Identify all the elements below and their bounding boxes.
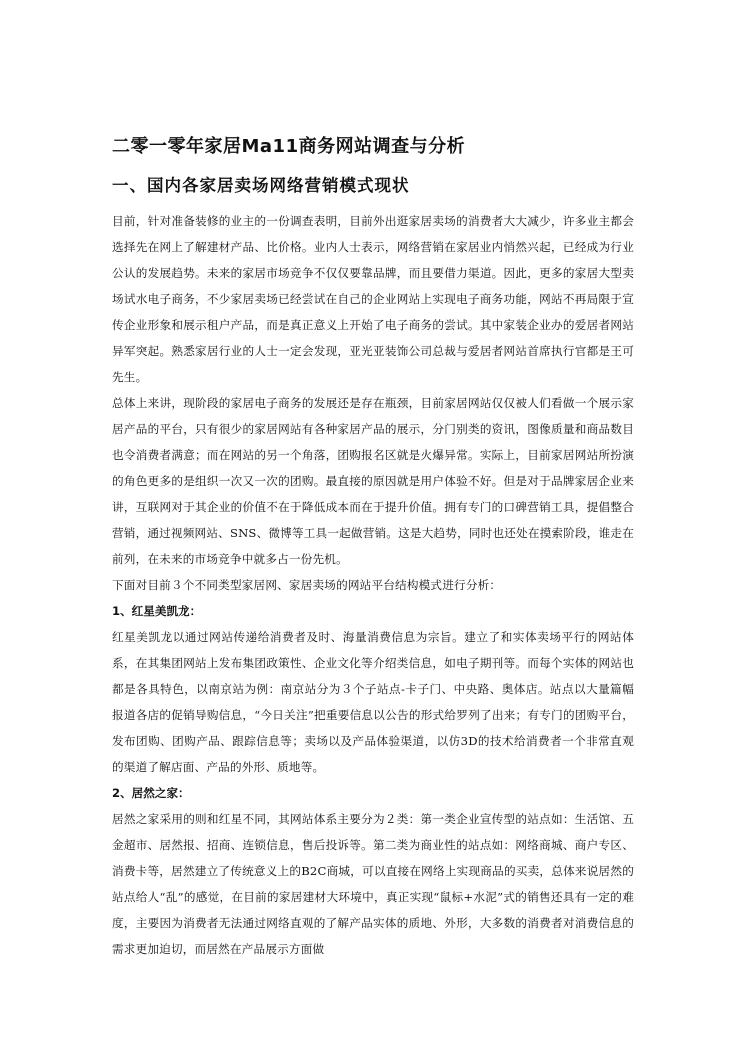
paragraph-analysis-intro: 下面对目前３个不同类型家居网、家居卖场的网站平台结构模式进行分析： [112,578,502,592]
section-heading: 一、国内各家居卖场网络营销模式现状 [112,176,410,195]
subheading-hongxing: 1、红星美凯龙： [112,604,202,618]
paragraph-hongxing: 红星美凯龙以通过网站传递给消费者及时、海量消费信息为宗旨。建立了和实体卖场平行的网站体系，在其集团网站上发布集团政策性、企业文化等介绍类信息，如电子期刊等。而每个实体的网站也都是各具特色，以南京站为例：南京站分为３个子站点-卡子门、中央路、奥体店。站点以大量篇幅报道各店的促销导购信息，“今日关注”把重要信息以公告的形式给罗列了出来；有专门的团购平台，发布团购、团购产品、跟踪信息等；卖场以及产品体验渠道，以仿3D的技术给消费者一个非常直观的渠道了解店面、产品的外形、质地等。 [112,630,634,774]
document-content [112,134,634,962]
paragraph-overview: 总体上来讲，现阶段的家居电子商务的发展还是存在瓶颈，目前家居网站仅仅被人们看做一个展示家居产品的平台，只有很少的家居网站有各种家居产品的展示，分门别类的资讯，图像质量和商品数目也令消费者满意；而在网站的另一个角落，团购报名区就是火爆异常。实际上，目前家居网站所扮演的角色更多的是组织一次又一次的团购。最直接的原因就是用户体验不好。但是对于品牌家居企业来讲，互联网对于其企业的价值不在于降低成本而在于提升价值。拥有专门的口碑营销工具，提倡整合营销，通过视频网站、SNS、微博等工具一起做营销。这是大趋势，同时也还处在摸索阶段，谁走在前列，在未来的市场竞争中就多占一份先机。 [112,396,634,566]
document-title: 二零一零年家居Ma11商务网站调查与分析 [112,136,466,157]
paragraph-juran: 居然之家采用的则和红星不同，其网站体系主要分为２类：第一类企业宣传型的站点如：生活馆、五金超市、居然报、招商、连锁信息，售后投诉等。第二类为商业性的站点如：网络商城、商户专区、消费卡等，居然建立了传统意义上的B2C商城，可以直接在网络上实现商品的买卖，总体来说居然的站点给人“乱”的感觉，在目前的家居建材大环境中，真正实现“鼠标+水泥”式的销售还具有一定的难度，主要因为消费者无法通过网络直观的了解产品实体的质地、外形，大多数的消费者对消费信息的需求更加迫切，而居然在产品展示方面做 [112,812,634,956]
paragraph-intro: 目前，针对准备装修的业主的一份调查表明，目前外出逛家居卖场的消费者大大减少，许多业主都会选择先在网上了解建材产品、比价格。业内人士表示，网络营销在家居业内悄然兴起，已经成为行业公认的发展趋势。未来的家居市场竞争不仅仅要靠品牌，而且要借力渠道。因此，更多的家居大型卖场试水电子商务，不少家居卖场已经尝试在自己的企业网站上实现电子商务功能，网站不再局限于宣传企业形象和展示租户产品，而是真正意义上开始了电子商务的尝试。其中家装企业办的爱居者网站异军突起。熟悉家居行业的人士一定会发现，亚光亚装饰公司总裁与爱居者网站首席执行官都是王可先生。 [112,214,634,384]
subheading-juran: 2、居然之家： [112,786,190,800]
